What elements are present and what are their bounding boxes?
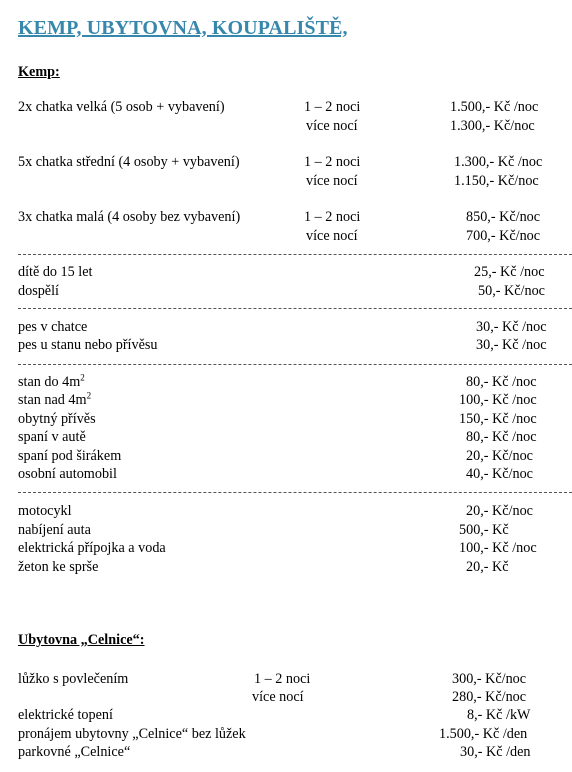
elektricka-pripojka-price: 100,- Kč /noc xyxy=(459,540,537,556)
stan-small-label: stan do $4m^2$ xyxy=(18,372,85,390)
section-divider xyxy=(18,364,572,365)
zeton-price: 20,- Kč xyxy=(466,559,509,575)
chatka-mala-nights-short: 1 – 2 noci xyxy=(304,209,361,225)
stan-small-price: 80,- Kč /noc xyxy=(466,374,537,390)
section-divider xyxy=(18,492,572,493)
chatka-stredni-nights-long: více nocí xyxy=(306,173,358,189)
chatka-velka-price-long: 1.300,- Kč/noc xyxy=(450,118,535,134)
pes-chatka-price: 30,- Kč /noc xyxy=(476,319,547,335)
spani-pod-sirakem-label: spaní pod širákem xyxy=(18,448,122,464)
spani-pod-sirakem-price: 20,- Kč/noc xyxy=(466,448,533,464)
kemp-heading: Kemp: xyxy=(18,64,60,80)
section-divider xyxy=(18,254,572,255)
chatka-stredni-price-short: 1.300,- Kč /noc xyxy=(454,154,543,170)
dite-label: dítě do 15 let xyxy=(18,264,93,280)
chatka-mala-price-short: 850,- Kč/noc xyxy=(466,209,541,225)
obytny-pives-price: 150,- Kč /noc xyxy=(459,411,537,427)
pes-stan-label: pes u stanu nebo přívěsu xyxy=(18,337,158,353)
osobni-automobil-label: osobní automobil xyxy=(18,466,117,482)
luzko-price-short: 300,- Kč/noc xyxy=(452,671,527,687)
chatka-velka-price-short: 1.500,- Kč /noc xyxy=(450,99,539,115)
dite-price: 25,- Kč /noc xyxy=(474,264,545,280)
chatka-stredni-nights-short: 1 – 2 noci xyxy=(304,154,361,170)
nabijeni-auta-label: nabíjení auta xyxy=(18,522,91,538)
parkovne-label: parkovné „Celnice“ xyxy=(18,744,131,760)
chatka-velka-nights-long: více nocí xyxy=(306,118,358,134)
pronajem-ubytovny-label: pronájem ubytovny „Celnice“ bez lůžek xyxy=(18,726,246,742)
pes-stan-price: 30,- Kč /noc xyxy=(476,337,547,353)
luzko-price-long: 280,- Kč/noc xyxy=(452,689,527,705)
chatka-stredni-price-long: 1.150,- Kč/noc xyxy=(454,173,539,189)
chatka-velka-label: 2x chatka velká (5 osob + vybavení) xyxy=(18,99,225,115)
chatka-mala-price-long: 700,- Kč/noc xyxy=(466,228,541,244)
dospeli-label: dospělí xyxy=(18,283,59,299)
chatka-stredni-label: 5x chatka střední (4 osoby + vybavení) xyxy=(18,154,240,170)
pes-chatka-label: pes v chatce xyxy=(18,319,88,335)
luzko-nights-long: více nocí xyxy=(252,689,304,705)
chatka-mala-nights-long: více nocí xyxy=(306,228,358,244)
page-title: KEMP, UBYTOVNA, KOUPALIŠTĚ, xyxy=(18,17,348,39)
osobni-automobil-price: 40,- Kč/noc xyxy=(466,466,533,482)
elektricke-topeni-label: elektrické topení xyxy=(18,707,113,723)
luzko-nights-short: 1 – 2 noci xyxy=(254,671,311,687)
section-divider xyxy=(18,308,572,309)
ubytovna-heading: Ubytovna „Celnice“: xyxy=(18,632,145,648)
dospeli-price: 50,- Kč/noc xyxy=(478,283,545,299)
stan-large-label: stan nad $4m^2$ xyxy=(18,390,92,408)
zeton-label: žeton ke sprše xyxy=(18,559,99,575)
pronajem-ubytovny-price: 1.500,- Kč /den xyxy=(439,726,528,742)
motocykl-price: 20,- Kč/noc xyxy=(466,503,533,519)
spani-v-aute-label: spaní v autě xyxy=(18,429,86,445)
chatka-velka-nights-short: 1 – 2 noci xyxy=(304,99,361,115)
elektricke-topeni-price: 8,- Kč /kW xyxy=(467,707,531,723)
spani-v-aute-price: 80,- Kč /noc xyxy=(466,429,537,445)
luzko-label: lůžko s povlečením xyxy=(18,671,129,687)
motocykl-label: motocykl xyxy=(18,503,72,519)
stan-large-price: 100,- Kč /noc xyxy=(459,392,537,408)
nabijeni-auta-price: 500,- Kč xyxy=(459,522,509,538)
chatka-mala-label: 3x chatka malá (4 osoby bez vybavení) xyxy=(18,209,241,225)
parkovne-price: 30,- Kč /den xyxy=(460,744,531,760)
obytny-pives-label: obytný přívěs xyxy=(18,411,96,427)
elektricka-pripojka-label: elektrická přípojka a voda xyxy=(18,540,166,556)
